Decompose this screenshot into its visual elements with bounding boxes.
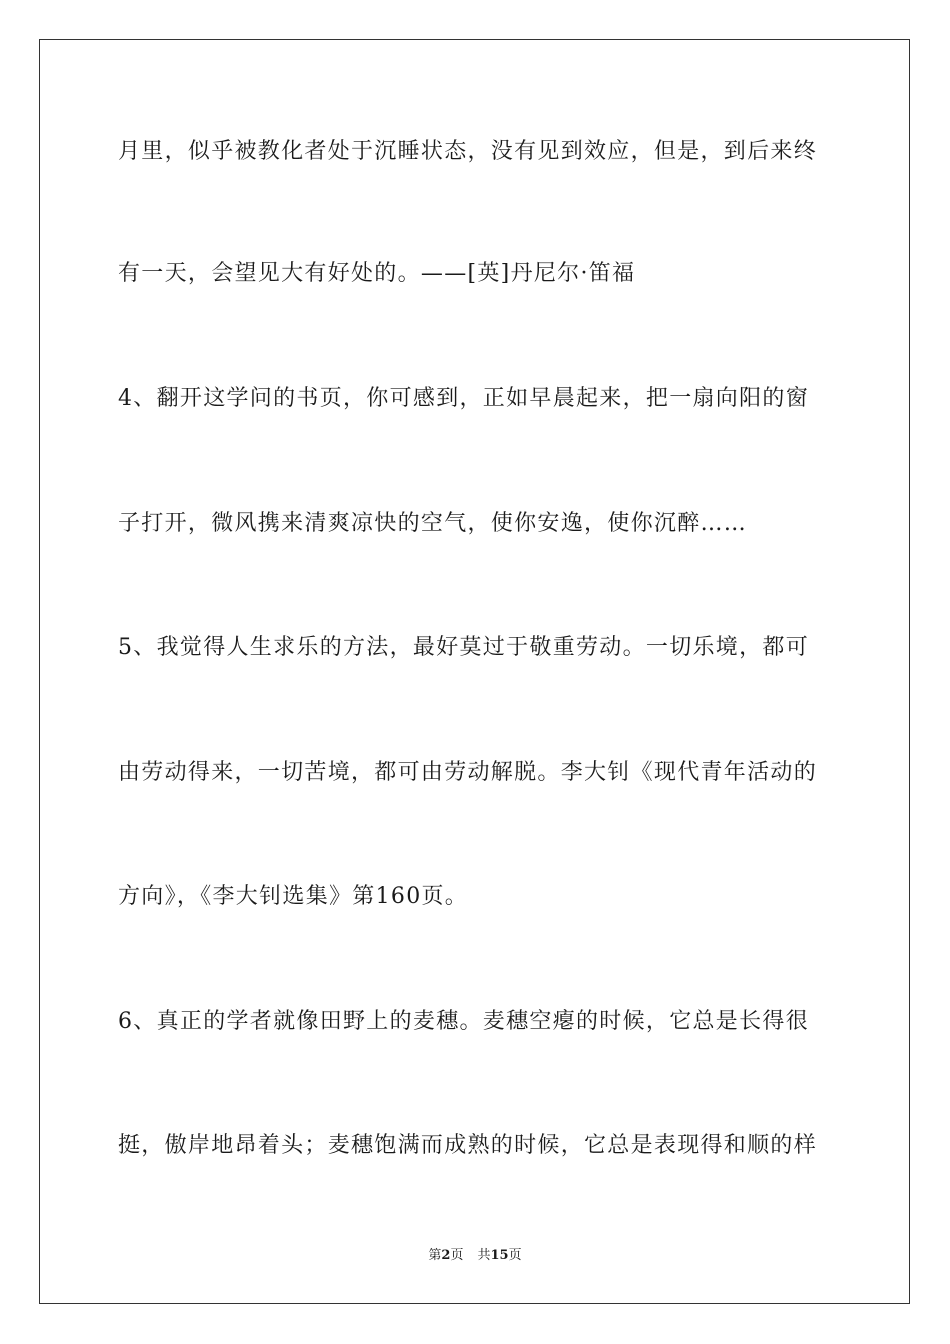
text-line-2: 有一天，会望见大有好处的。——[英]丹尼尔·笛福 [118, 261, 636, 286]
page-frame [39, 39, 910, 1304]
text-line-5: 5、我觉得人生求乐的方法，最好莫过于敬重劳动。一切乐境，都可 [118, 635, 809, 660]
total-pages: 15 [490, 1248, 509, 1263]
text-line-8: 6、真正的学者就像田野上的麦穗。麦穗空瘪的时候，它总是长得很 [118, 1009, 809, 1034]
page-number: 2 [441, 1248, 451, 1263]
page-label-suffix: 页 [450, 1248, 464, 1263]
text-line-4: 子打开，微风携来清爽凉快的空气，使你安逸，使你沉醉…… [118, 511, 748, 536]
text-line-7: 方向》，《李大钊选集》第160页。 [118, 884, 469, 909]
text-line-3: 4、翻开这学问的书页，你可感到，正如早晨起来，把一扇向阳的窗 [118, 386, 809, 411]
text-line-1: 月里，似乎被教化者处于沉睡状态，没有见到效应，但是，到后来终 [118, 139, 818, 164]
total-label-prefix: 共 [477, 1248, 491, 1263]
page-label-prefix: 第 [428, 1248, 442, 1263]
text-line-6: 由劳动得来，一切苦境，都可由劳动解脱。李大钊《现代青年活动的 [118, 760, 818, 785]
page-footer [0, 1247, 950, 1265]
text-line-9: 挺，傲岸地昂着头；麦穗饱满而成熟的时候，它总是表现得和顺的样 [118, 1133, 818, 1158]
total-label-suffix: 页 [508, 1248, 522, 1263]
